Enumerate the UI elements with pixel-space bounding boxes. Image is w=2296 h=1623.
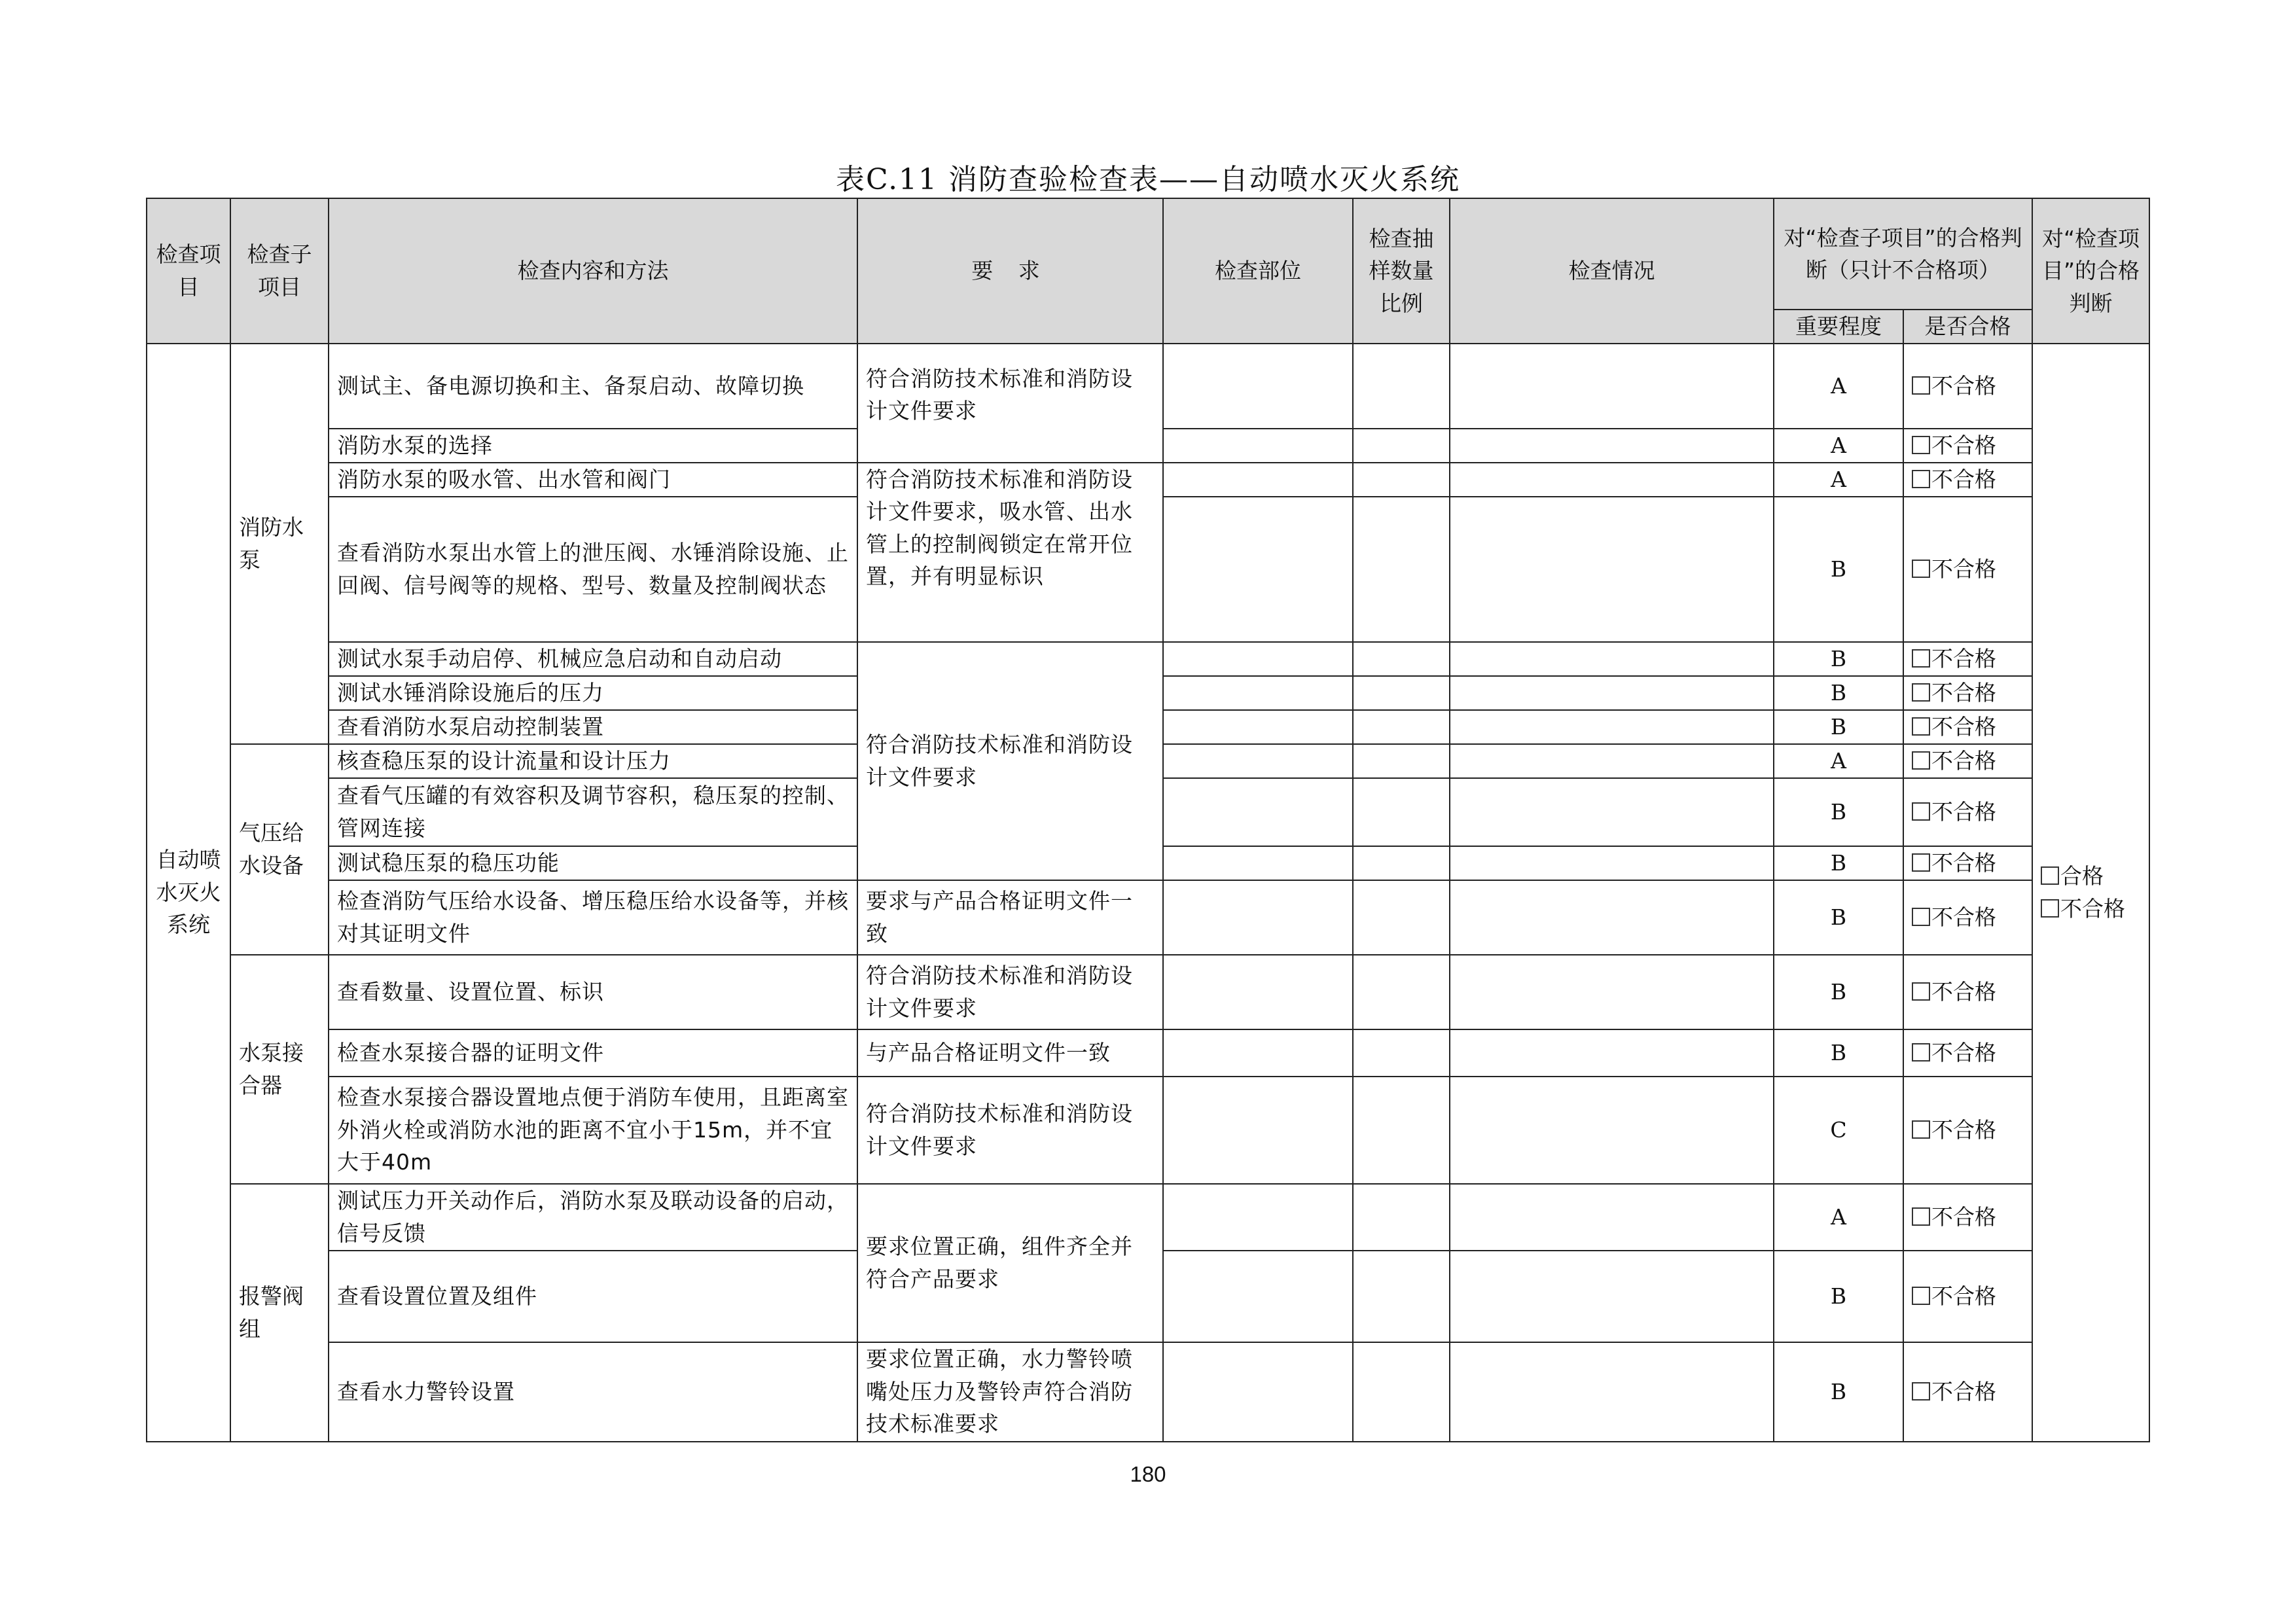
requirement-cell: 要求与产品合格证明文件一致 [857, 880, 1163, 955]
item-pass-label: 合格 [2060, 863, 2104, 889]
table-row [147, 955, 2149, 1029]
fail-label: 不合格 [1931, 978, 1996, 1005]
checkbox-icon[interactable] [1912, 1287, 1930, 1305]
pass-cell[interactable] [1903, 1029, 2032, 1077]
importance-cell: A [1774, 344, 1903, 429]
ratio-cell[interactable] [1353, 778, 1450, 846]
location-cell[interactable] [1163, 642, 1353, 676]
pass-cell[interactable] [1903, 676, 2032, 710]
situation-cell[interactable] [1450, 955, 1774, 1029]
location-cell[interactable] [1163, 710, 1353, 744]
situation-cell[interactable] [1450, 1342, 1774, 1442]
location-cell[interactable] [1163, 344, 1353, 429]
ratio-cell[interactable] [1353, 497, 1450, 642]
fail-label: 不合格 [1931, 1039, 1996, 1065]
checkbox-icon[interactable] [1912, 802, 1930, 821]
subitem-adapter: 水泵接合器 [230, 955, 329, 1184]
location-cell[interactable] [1163, 1029, 1353, 1077]
fail-label: 不合格 [1931, 904, 1996, 930]
fail-label: 不合格 [1931, 466, 1996, 492]
checkbox-icon[interactable] [1912, 1043, 1930, 1061]
requirement-cell: 符合消防技术标准和消防设计文件要求 [857, 642, 1163, 880]
pass-cell[interactable] [1903, 429, 2032, 463]
requirement-cell: 要求位置正确，水力警铃喷嘴处压力及警铃声符合消防技术标准要求 [857, 1342, 1163, 1442]
location-cell[interactable] [1163, 463, 1353, 497]
pass-cell[interactable] [1903, 744, 2032, 778]
location-cell[interactable] [1163, 744, 1353, 778]
ratio-cell[interactable] [1353, 463, 1450, 497]
location-cell[interactable] [1163, 429, 1353, 463]
pass-cell[interactable] [1903, 497, 2032, 642]
requirement-cell: 符合消防技术标准和消防设计文件要求，吸水管、出水管上的控制阀锁定在常开位置，并有明显标识 [857, 463, 1163, 642]
importance-cell: B [1774, 846, 1903, 880]
requirement-cell: 要求位置正确，组件齐全并符合产品要求 [857, 1184, 1163, 1342]
table-row [147, 463, 2149, 497]
subitem-pressure: 气压给水设备 [230, 744, 329, 955]
pass-cell[interactable] [1903, 710, 2032, 744]
checkbox-icon[interactable] [1912, 683, 1930, 702]
importance-cell: B [1774, 1029, 1903, 1077]
header-content: 检查内容和方法 [329, 198, 857, 344]
page-title: 表C.11 消防查验检查表——自动喷水灭火系统 [835, 163, 1461, 196]
importance-cell: A [1774, 463, 1903, 497]
pass-cell[interactable] [1903, 463, 2032, 497]
table-row [147, 1342, 2149, 1442]
header-item-judgement: 对“检查项目”的合格判断 [2032, 198, 2149, 344]
ratio-cell[interactable] [1353, 955, 1450, 1029]
content-cell: 检查水泵接合器的证明文件 [329, 1029, 857, 1077]
subitem-pump: 消防水泵 [230, 344, 329, 744]
pass-cell[interactable] [1903, 1184, 2032, 1251]
checkbox-icon[interactable] [1912, 717, 1930, 736]
pass-cell[interactable] [1903, 955, 2032, 1029]
table-row [147, 1184, 2149, 1251]
checkbox-icon[interactable] [2041, 866, 2059, 885]
fail-label: 不合格 [1931, 645, 1996, 671]
location-cell[interactable] [1163, 1342, 1353, 1442]
importance-cell: B [1774, 880, 1903, 955]
header-subitem: 检查子项目 [230, 198, 329, 344]
location-cell[interactable] [1163, 497, 1353, 642]
content-cell: 核查稳压泵的设计流量和设计压力 [329, 744, 857, 778]
importance-cell: B [1774, 676, 1903, 710]
fail-label: 不合格 [1931, 1378, 1996, 1404]
requirement-cell: 符合消防技术标准和消防设计文件要求 [857, 1077, 1163, 1184]
importance-cell: C [1774, 1077, 1903, 1184]
checkbox-icon[interactable] [1912, 376, 1930, 395]
subitem-alarm: 报警阀组 [230, 1184, 329, 1442]
pass-cell[interactable] [1903, 1342, 2032, 1442]
ratio-cell[interactable] [1353, 710, 1450, 744]
situation-cell[interactable] [1450, 846, 1774, 880]
ratio-cell[interactable] [1353, 1342, 1450, 1442]
location-cell[interactable] [1163, 1251, 1353, 1342]
fail-label: 不合格 [1931, 747, 1996, 774]
table-row [147, 1077, 2149, 1184]
importance-cell: B [1774, 497, 1903, 642]
header-pass: 是否合格 [1903, 310, 2032, 344]
table-row [147, 344, 2149, 429]
item-name: 自动喷水灭火系统 [147, 344, 230, 1442]
situation-cell[interactable] [1450, 642, 1774, 676]
pass-cell[interactable] [1903, 1251, 2032, 1342]
requirement-cell: 符合消防技术标准和消防设计文件要求 [857, 344, 1163, 463]
pass-cell[interactable] [1903, 880, 2032, 955]
importance-cell: B [1774, 1251, 1903, 1342]
checkbox-icon[interactable] [1912, 908, 1930, 926]
location-cell[interactable] [1163, 676, 1353, 710]
importance-cell: A [1774, 429, 1903, 463]
header-location: 检查部位 [1163, 198, 1353, 344]
content-cell: 检查水泵接合器设置地点便于消防车使用，且距离室外消火栓或消防水池的距离不宜小于15m，并不宜大于40m [329, 1077, 857, 1184]
situation-cell[interactable] [1450, 1077, 1774, 1184]
importance-cell: B [1774, 955, 1903, 1029]
fail-label: 不合格 [1931, 679, 1996, 705]
checkbox-icon[interactable] [1912, 470, 1930, 488]
fail-label: 不合格 [1931, 1204, 1996, 1230]
situation-cell[interactable] [1450, 880, 1774, 955]
location-cell[interactable] [1163, 880, 1353, 955]
table-row [147, 642, 2149, 676]
inspection-table [146, 198, 2150, 1442]
ratio-cell[interactable] [1353, 1251, 1450, 1342]
location-cell[interactable] [1163, 1077, 1353, 1184]
fail-label: 不合格 [1931, 849, 1996, 876]
pass-cell[interactable] [1903, 778, 2032, 846]
content-cell: 测试水锤消除设施后的压力 [329, 676, 857, 710]
item-fail-label: 不合格 [2060, 895, 2126, 921]
ratio-cell[interactable] [1353, 676, 1450, 710]
location-cell[interactable] [1163, 1184, 1353, 1251]
ratio-cell[interactable] [1353, 429, 1450, 463]
situation-cell[interactable] [1450, 1184, 1774, 1251]
checkbox-icon[interactable] [1912, 853, 1930, 872]
fail-label: 不合格 [1931, 798, 1996, 825]
checkbox-icon[interactable] [1912, 436, 1930, 454]
content-cell: 测试压力开关动作后，消防水泵及联动设备的启动，信号反馈 [329, 1184, 857, 1251]
header-situation: 检查情况 [1450, 198, 1774, 344]
fail-label: 不合格 [1931, 556, 1996, 582]
fail-label: 不合格 [1931, 1116, 1996, 1143]
ratio-cell[interactable] [1353, 744, 1450, 778]
situation-cell[interactable] [1450, 744, 1774, 778]
ratio-cell[interactable] [1353, 344, 1450, 429]
ratio-cell[interactable] [1353, 1184, 1450, 1251]
content-cell: 测试水泵手动启停、机械应急启动和自动启动 [329, 642, 857, 676]
pass-cell[interactable] [1903, 642, 2032, 676]
checkbox-icon[interactable] [1912, 1120, 1930, 1139]
content-cell: 查看数量、设置位置、标识 [329, 955, 857, 1029]
requirement-cell: 与产品合格证明文件一致 [857, 1029, 1163, 1077]
item-judgement-cell [2032, 344, 2149, 1442]
location-cell[interactable] [1163, 955, 1353, 1029]
fail-label: 不合格 [1931, 1283, 1996, 1309]
content-cell: 查看消防水泵出水管上的泄压阀、水锤消除设施、止回阀、信号阀等的规格、型号、数量及控制阀状态 [329, 497, 857, 642]
situation-cell[interactable] [1450, 676, 1774, 710]
pass-cell[interactable] [1903, 344, 2032, 429]
checkbox-icon[interactable] [1912, 751, 1930, 770]
table-row [147, 1029, 2149, 1077]
content-cell: 查看消防水泵启动控制装置 [329, 710, 857, 744]
pass-cell[interactable] [1903, 846, 2032, 880]
importance-cell: A [1774, 1184, 1903, 1251]
content-cell: 查看气压罐的有效容积及调节容积，稳压泵的控制、管网连接 [329, 778, 857, 846]
table-row [147, 880, 2149, 955]
content-cell: 测试主、备电源切换和主、备泵启动、故障切换 [329, 344, 857, 429]
header-requirement: 要 求 [857, 198, 1163, 344]
checkbox-icon[interactable] [1912, 560, 1930, 578]
situation-cell[interactable] [1450, 710, 1774, 744]
ratio-cell[interactable] [1353, 846, 1450, 880]
content-cell: 查看设置位置及组件 [329, 1251, 857, 1342]
ratio-cell[interactable] [1353, 1029, 1450, 1077]
location-cell[interactable] [1163, 778, 1353, 846]
fail-label: 不合格 [1931, 432, 1996, 458]
importance-cell: B [1774, 642, 1903, 676]
content-cell: 检查消防气压给水设备、增压稳压给水设备等，并核对其证明文件 [329, 880, 857, 955]
importance-cell: A [1774, 744, 1903, 778]
content-cell: 测试稳压泵的稳压功能 [329, 846, 857, 880]
checkbox-icon[interactable] [2041, 899, 2059, 918]
ratio-cell[interactable] [1353, 1077, 1450, 1184]
ratio-cell[interactable] [1353, 880, 1450, 955]
situation-cell[interactable] [1450, 1029, 1774, 1077]
content-cell: 查看水力警铃设置 [329, 1342, 857, 1442]
fail-label: 不合格 [1931, 713, 1996, 740]
situation-cell[interactable] [1450, 344, 1774, 429]
checkbox-icon[interactable] [1912, 982, 1930, 1001]
header-ratio: 检查抽样数量比例 [1353, 198, 1450, 344]
checkbox-icon[interactable] [1912, 649, 1930, 668]
checkbox-icon[interactable] [1912, 1207, 1930, 1226]
checkbox-icon[interactable] [1912, 1382, 1930, 1400]
requirement-cell: 符合消防技术标准和消防设计文件要求 [857, 955, 1163, 1029]
importance-cell: B [1774, 1342, 1903, 1442]
location-cell[interactable] [1163, 846, 1353, 880]
fail-label: 不合格 [1931, 372, 1996, 399]
header-sub-judgement: 对“检查子项目”的合格判断（只计不合格项） [1774, 198, 2032, 310]
content-cell: 消防水泵的吸水管、出水管和阀门 [329, 463, 857, 497]
header-item: 检查项目 [147, 198, 230, 344]
situation-cell[interactable] [1450, 1251, 1774, 1342]
situation-cell[interactable] [1450, 778, 1774, 846]
importance-cell: B [1774, 710, 1903, 744]
situation-cell[interactable] [1450, 429, 1774, 463]
pass-cell[interactable] [1903, 1077, 2032, 1184]
page-number: 180 [1130, 1462, 1166, 1486]
header-importance: 重要程度 [1774, 310, 1903, 344]
importance-cell: B [1774, 778, 1903, 846]
ratio-cell[interactable] [1353, 642, 1450, 676]
content-cell: 消防水泵的选择 [329, 429, 857, 463]
situation-cell[interactable] [1450, 497, 1774, 642]
situation-cell[interactable] [1450, 463, 1774, 497]
